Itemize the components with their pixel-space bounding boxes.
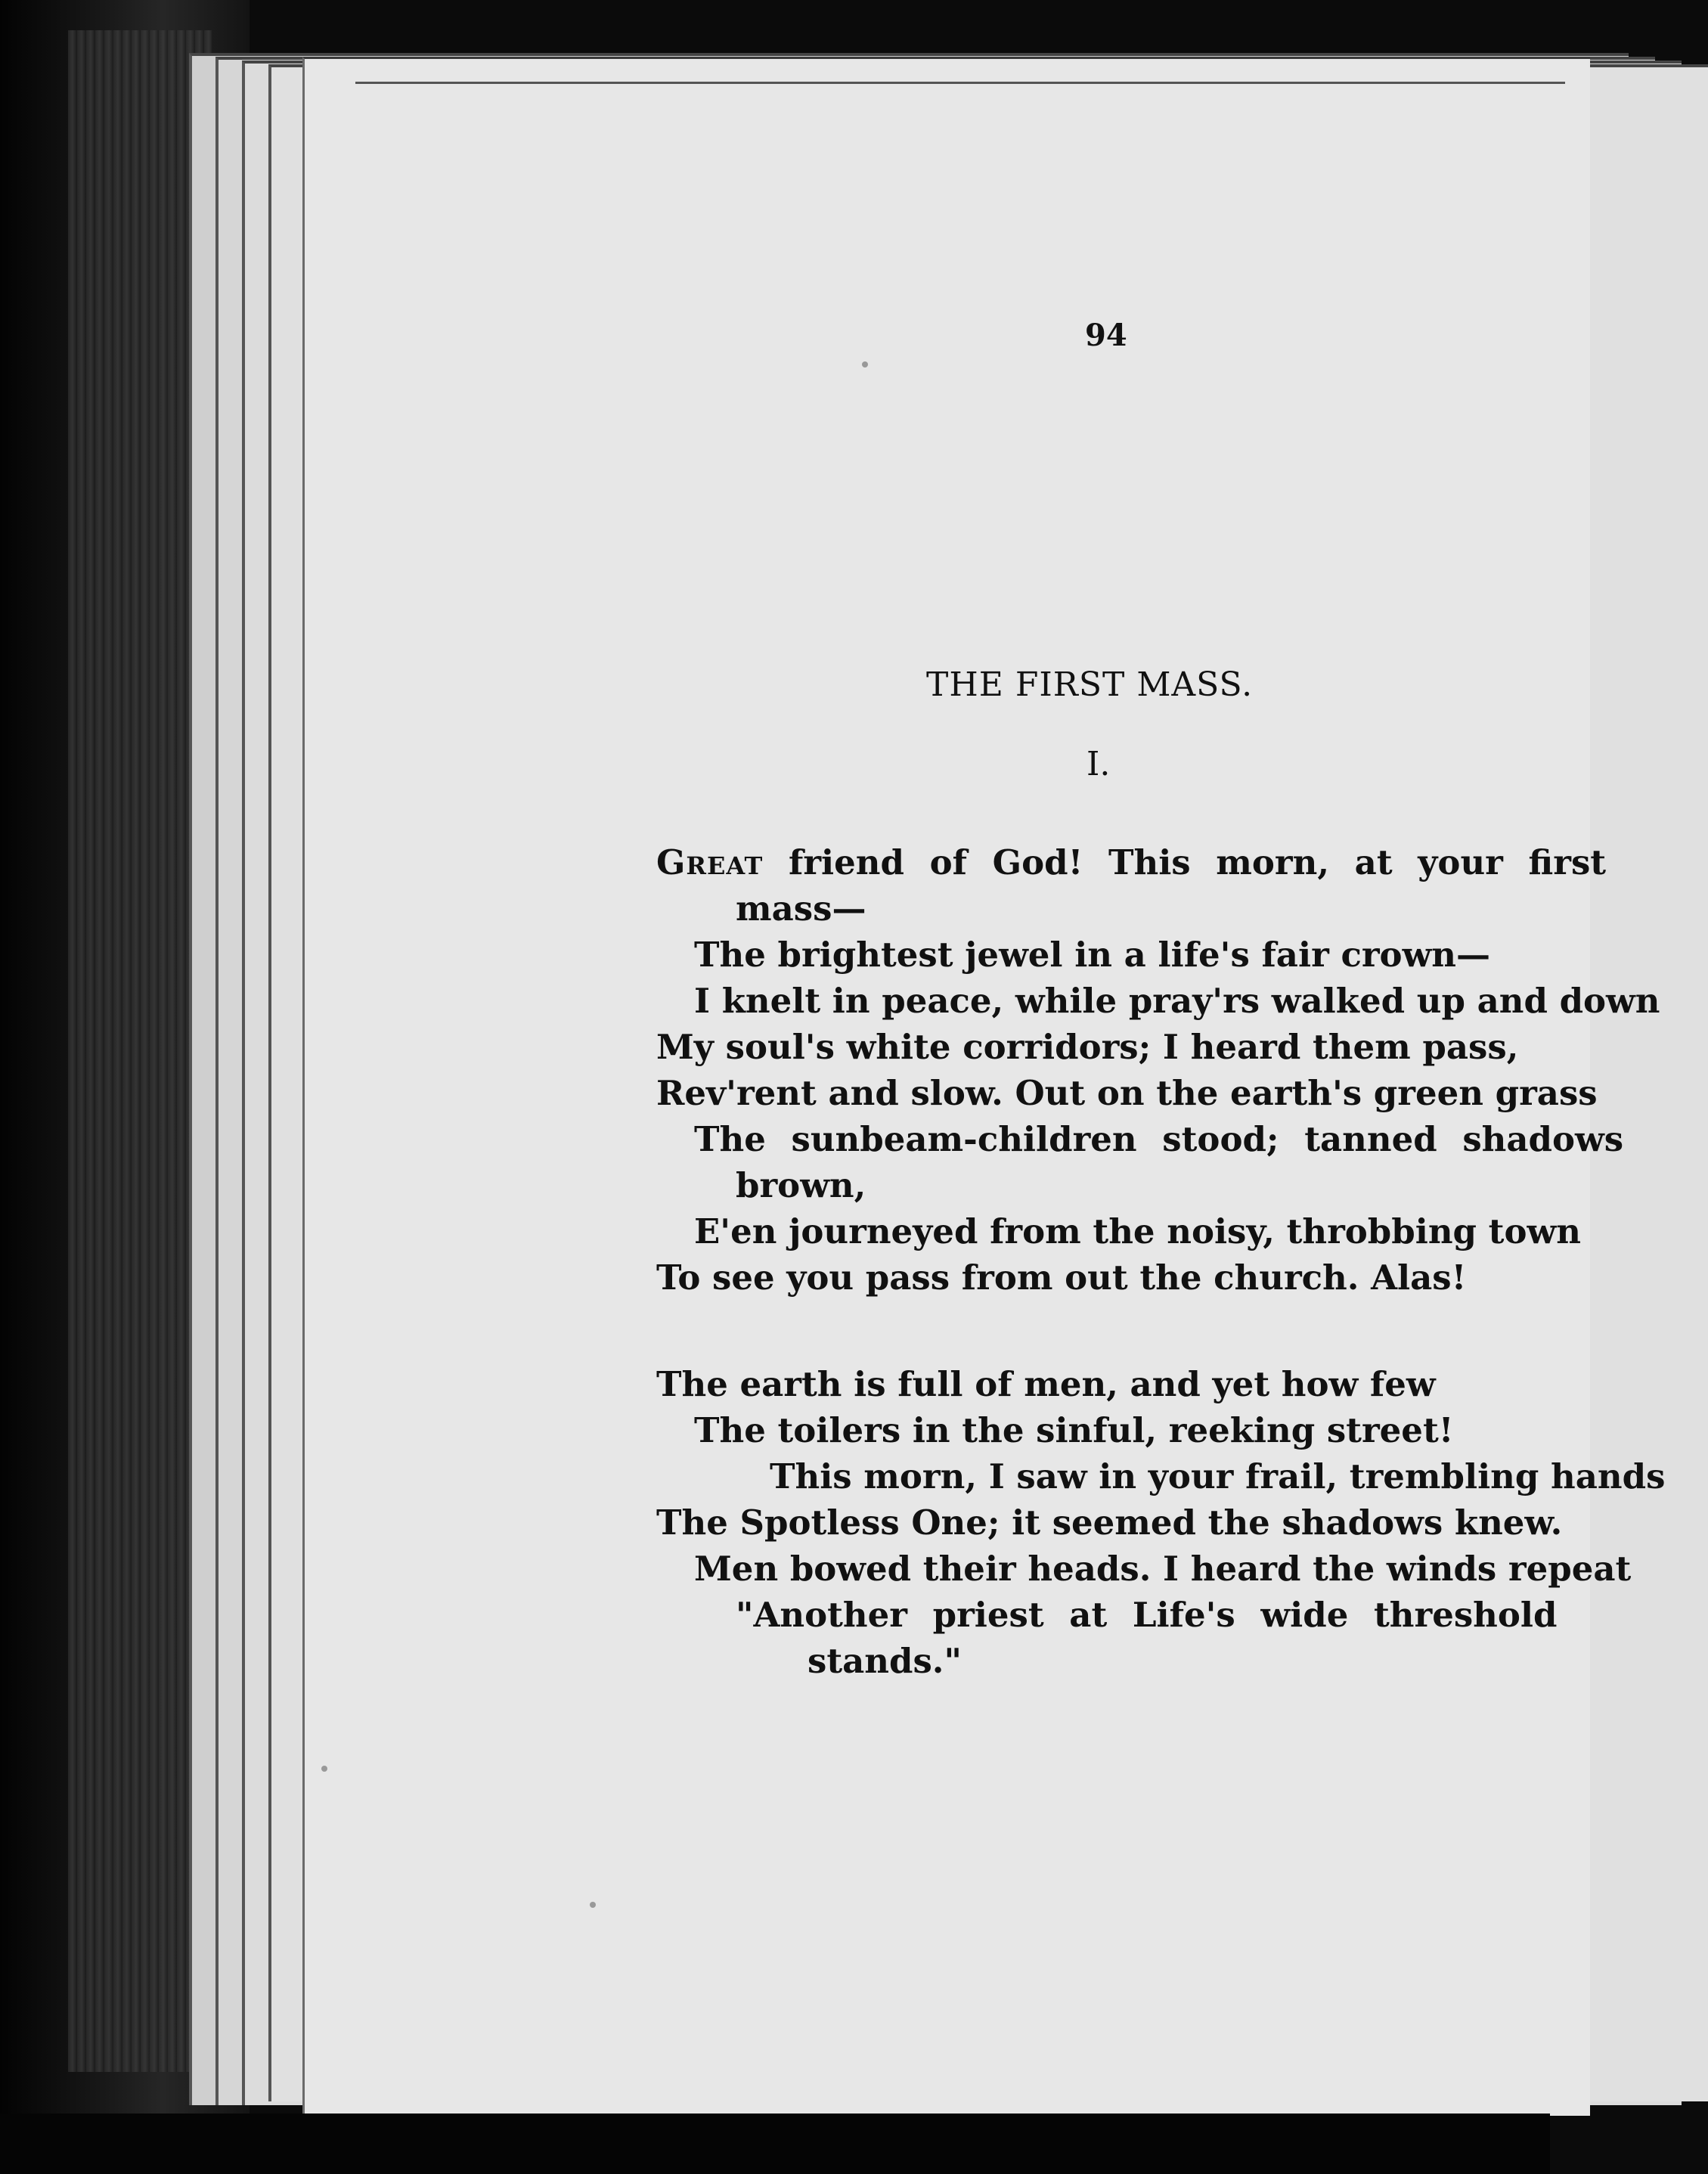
poem-line: Men bowed their heads. I heard the winds repeat bbox=[694, 1549, 1632, 1589]
section-numeral: I. bbox=[1086, 745, 1111, 783]
poem-line: E'en journeyed from the noisy, throbbing town bbox=[694, 1211, 1581, 1251]
drop-word: Great bbox=[656, 842, 764, 882]
poem-line bbox=[656, 839, 1607, 885]
poem-line: My soul's white corridors; I heard them pass, bbox=[656, 1027, 1519, 1067]
paper-speck bbox=[590, 1902, 596, 1908]
poem-line: stands." bbox=[808, 1641, 962, 1681]
paper-speck bbox=[862, 361, 868, 368]
poem-line: The earth is full of men, and yet how few bbox=[656, 1364, 1436, 1404]
poem-line: brown, bbox=[736, 1165, 866, 1205]
poem-line: The brightest jewel in a life's fair crown— bbox=[694, 935, 1491, 975]
poem-body bbox=[656, 839, 1666, 1684]
poem-line: This morn, I saw in your frail, trembling hands bbox=[770, 1456, 1666, 1496]
paper-speck bbox=[321, 1766, 327, 1772]
page-number: 94 bbox=[1085, 318, 1127, 353]
poem-line: To see you pass from out the church. Alas! bbox=[656, 1258, 1467, 1298]
poem-line: Rev'rent and slow. Out on the earth's green grass bbox=[656, 1073, 1598, 1113]
line-text: friend of God! This morn, at your first bbox=[763, 842, 1607, 882]
stanza-break bbox=[656, 1301, 1550, 1361]
poem-line: "Another priest at Life's wide threshold bbox=[736, 1595, 1558, 1635]
scan-bottom-border bbox=[0, 2114, 1550, 2174]
poem-line: I knelt in peace, while pray'rs walked up and down bbox=[694, 981, 1660, 1021]
stanza bbox=[656, 1361, 1666, 1684]
poem-line: The toilers in the sinful, reeking street! bbox=[694, 1410, 1454, 1450]
page-top-rule bbox=[355, 82, 1565, 84]
stanza bbox=[656, 839, 1660, 1301]
poem-line: mass— bbox=[736, 889, 866, 929]
poem-line: The sunbeam-children stood; tanned shadows bbox=[694, 1119, 1624, 1159]
poem-line: The Spotless One; it seemed the shadows knew. bbox=[656, 1503, 1563, 1543]
poem-title: THE FIRST MASS. bbox=[926, 665, 1254, 704]
